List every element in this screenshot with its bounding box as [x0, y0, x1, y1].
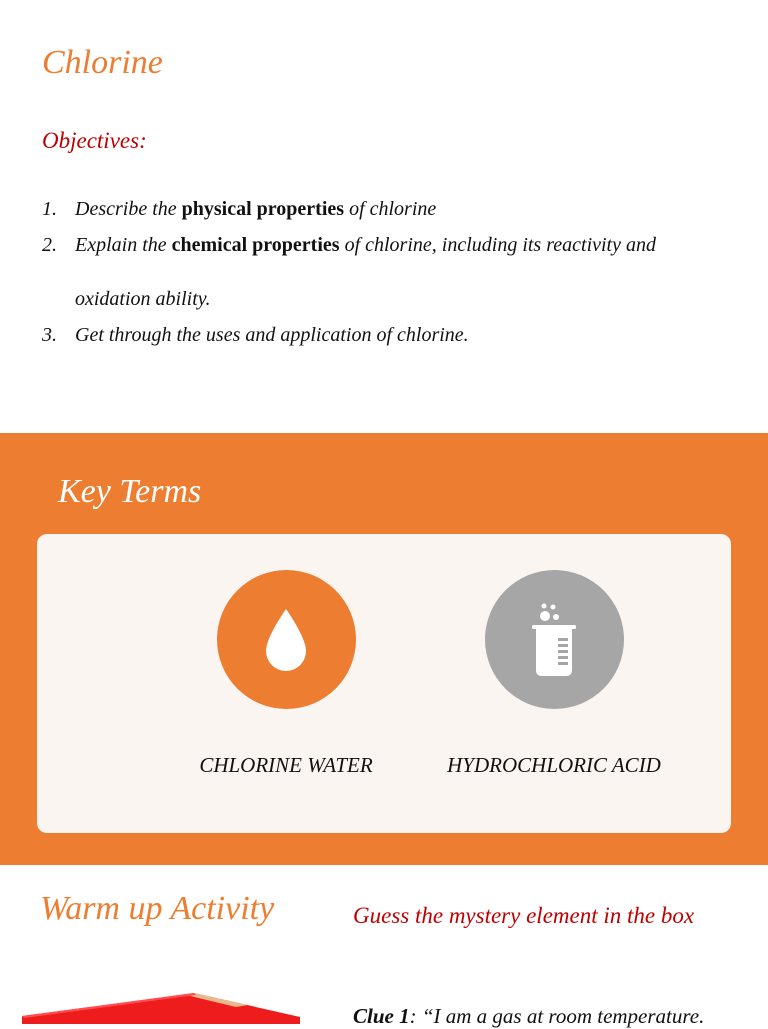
- water-drop-icon: [217, 570, 356, 709]
- key-terms-section: [0, 433, 768, 865]
- objective-text: Describe the: [75, 198, 182, 220]
- mystery-box-image: [18, 990, 308, 1024]
- key-term-chlorine-water: [176, 570, 396, 778]
- objective-number: 2.: [42, 234, 57, 256]
- objective-text: Explain the: [75, 234, 172, 256]
- clue-text: [353, 1004, 704, 1029]
- key-term-label: CHLORINE WATER: [199, 753, 373, 777]
- key-terms-card: [37, 534, 731, 833]
- clue-body: : “I am a gas at room temperature.: [409, 1004, 705, 1028]
- clue-label: Clue 1: [353, 1004, 410, 1028]
- key-term-label: HYDROCHLORIC ACID: [447, 753, 661, 777]
- beaker-icon: [485, 570, 624, 709]
- page-title: Chlorine: [42, 44, 163, 81]
- objective-bold-term: chemical properties: [171, 234, 340, 256]
- key-term-hydrochloric-acid: [407, 570, 701, 778]
- objective-text: Get through the uses and application of chlorine.: [75, 324, 469, 346]
- warm-up-subtitle: Guess the mystery element in the box: [353, 903, 695, 928]
- objectives-list: [42, 182, 732, 362]
- objective-text: of chlorine: [344, 198, 437, 220]
- objectives-heading: Objectives:: [42, 128, 147, 153]
- objective-text-continued: oxidation ability.: [75, 288, 211, 310]
- objective-number: 3.: [42, 324, 57, 346]
- objective-text: of chlorine, including its reactivity and: [339, 234, 656, 256]
- warm-up-title: Warm up Activity: [40, 890, 275, 927]
- objective-bold-term: physical properties: [181, 198, 345, 220]
- objective-number: 1.: [42, 198, 57, 220]
- key-terms-title: Key Terms: [58, 473, 202, 510]
- objective-item: [42, 308, 732, 362]
